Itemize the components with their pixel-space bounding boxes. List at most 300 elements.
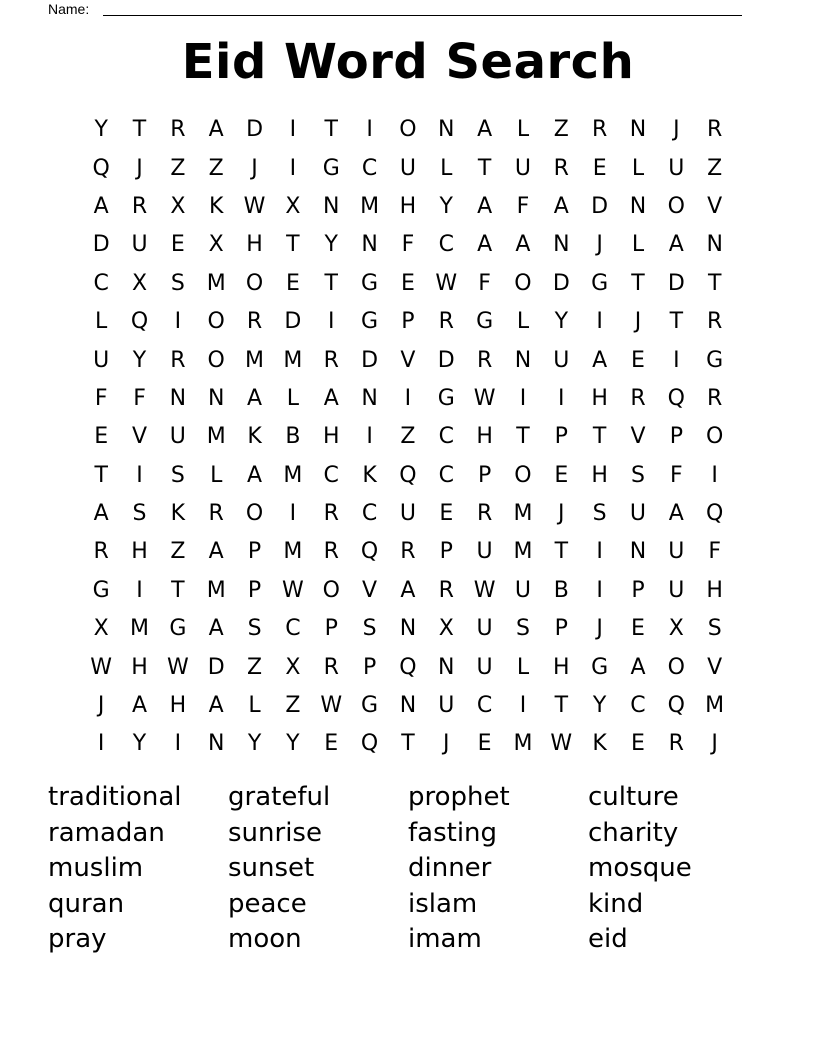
- word-list-item: peace: [228, 888, 307, 919]
- grid-letter: I: [673, 347, 680, 373]
- grid-letter: T: [477, 155, 492, 181]
- grid-row: [82, 341, 734, 379]
- grid-letter: C: [438, 462, 454, 488]
- grid-row: [82, 687, 734, 725]
- grid-letter: P: [554, 424, 568, 450]
- grid-letter: L: [286, 385, 300, 411]
- grid-letter: J: [711, 731, 718, 757]
- grid-letter: N: [514, 347, 532, 373]
- grid-letter: G: [591, 654, 609, 680]
- grid-letter: X: [93, 616, 109, 642]
- grid-letter: M: [206, 424, 226, 450]
- grid-letter: L: [95, 309, 108, 335]
- name-field: [48, 0, 742, 18]
- grid-letter: A: [592, 347, 608, 373]
- grid-letter: T: [324, 117, 338, 143]
- grid-letter: R: [553, 155, 569, 181]
- grid-letter: U: [476, 654, 493, 680]
- grid-letter: J: [673, 117, 680, 143]
- grid-letter: L: [440, 155, 453, 181]
- grid-letter: R: [707, 309, 723, 335]
- grid-letter: W: [435, 270, 458, 296]
- word-list-item: islam: [408, 888, 478, 919]
- grid-letter: D: [284, 309, 302, 335]
- grid-letter: B: [285, 424, 301, 450]
- grid-letter: J: [443, 731, 450, 757]
- grid-letter: U: [668, 155, 685, 181]
- grid-letter: V: [400, 347, 416, 373]
- grid-letter: C: [630, 693, 646, 719]
- grid-letter: A: [630, 654, 646, 680]
- grid-letter: K: [362, 462, 377, 488]
- grid-letter: G: [361, 693, 379, 719]
- grid-letter: F: [133, 385, 146, 411]
- grid-letter: R: [208, 501, 224, 527]
- grid-letter: A: [208, 539, 224, 565]
- grid-letter: Y: [592, 693, 607, 719]
- grid-letter: N: [207, 385, 225, 411]
- grid-letter: S: [631, 462, 645, 488]
- grid-letter: N: [361, 232, 378, 258]
- grid-letter: R: [323, 654, 339, 680]
- grid-letter: E: [439, 501, 454, 527]
- grid-letter: X: [285, 193, 301, 219]
- grid-letter: Y: [286, 731, 300, 757]
- grid-letter: C: [476, 693, 493, 719]
- grid-letter: H: [399, 193, 417, 219]
- grid-letter: J: [558, 501, 565, 527]
- grid-letter: M: [283, 462, 303, 488]
- grid-letter: A: [477, 117, 493, 143]
- grid-letter: C: [438, 424, 454, 450]
- grid-letter: N: [629, 193, 647, 219]
- grid-letter: O: [667, 193, 685, 219]
- grid-row: [82, 226, 734, 264]
- grid-letter: I: [366, 424, 373, 450]
- grid-letter: Z: [553, 117, 569, 143]
- grid-letter: J: [596, 616, 603, 642]
- grid-letter: P: [669, 424, 683, 450]
- page-title: Eid Word Search: [181, 34, 635, 90]
- grid-letter: M: [513, 501, 533, 527]
- grid-row: [82, 418, 734, 456]
- grid-letter: O: [667, 654, 685, 680]
- grid-letter: L: [516, 117, 530, 143]
- grid-letter: U: [668, 577, 685, 603]
- grid-letter: O: [245, 501, 264, 527]
- grid-letter: S: [170, 462, 185, 488]
- grid-letter: M: [705, 693, 725, 719]
- grid-letter: B: [553, 577, 569, 603]
- grid-letter: Y: [132, 347, 147, 373]
- grid-letter: H: [553, 654, 570, 680]
- grid-letter: C: [285, 616, 301, 642]
- grid-letter: N: [438, 654, 455, 680]
- grid-letter: Y: [554, 309, 569, 335]
- grid-letter: W: [550, 731, 573, 757]
- grid-letter: H: [131, 654, 148, 680]
- grid-letter: M: [283, 539, 303, 565]
- grid-letter: R: [707, 385, 723, 411]
- grid-row: [82, 725, 734, 763]
- grid-letter: X: [668, 616, 684, 642]
- grid-letter: D: [437, 347, 455, 373]
- grid-letter: H: [591, 385, 608, 411]
- grid-letter: N: [438, 117, 455, 143]
- word-list-item: pray: [48, 924, 107, 954]
- word-list-item: muslim: [48, 853, 144, 883]
- grid-letter: Q: [92, 155, 110, 181]
- grid-letter: X: [438, 616, 454, 642]
- grid-letter: O: [706, 424, 724, 450]
- grid-letter: W: [320, 693, 343, 719]
- name-label: Name:: [48, 1, 90, 17]
- grid-letter: E: [94, 424, 109, 450]
- grid-letter: G: [706, 347, 724, 373]
- grid-letter: V: [707, 193, 723, 219]
- grid-letter: O: [514, 462, 532, 488]
- grid-letter: M: [206, 270, 226, 296]
- grid-letter: W: [90, 654, 113, 680]
- grid-letter: D: [591, 193, 609, 219]
- grid-letter: Z: [707, 155, 723, 181]
- grid-letter: W: [243, 193, 266, 219]
- grid-letter: M: [130, 616, 149, 642]
- grid-letter: C: [438, 232, 454, 258]
- grid-letter: C: [361, 155, 378, 181]
- grid-letter: E: [631, 731, 645, 757]
- grid-letter: O: [207, 309, 225, 335]
- grid-row: [82, 188, 734, 226]
- grid-letter: E: [285, 270, 300, 296]
- grid-letter: V: [362, 577, 378, 603]
- word-list-item: eid: [588, 924, 628, 954]
- grid-letter: H: [131, 539, 148, 565]
- grid-row: [82, 265, 734, 303]
- grid-letter: I: [558, 385, 565, 411]
- grid-letter: M: [245, 347, 265, 373]
- grid-letter: C: [93, 270, 109, 296]
- grid-letter: Z: [285, 693, 301, 719]
- grid-letter: R: [630, 385, 646, 411]
- grid-letter: Q: [360, 539, 379, 565]
- grid-letter: E: [170, 232, 185, 258]
- grid-letter: U: [553, 347, 570, 373]
- grid-letter: U: [93, 347, 110, 373]
- grid-letter: P: [247, 577, 262, 603]
- grid-letter: P: [477, 462, 492, 488]
- grid-row: [82, 495, 734, 533]
- grid-letter: T: [401, 731, 415, 757]
- grid-letter: R: [707, 117, 723, 143]
- grid-letter: R: [591, 117, 608, 143]
- grid-letter: O: [207, 347, 225, 373]
- grid-letter: V: [630, 424, 646, 450]
- grid-row: [82, 572, 734, 610]
- grid-letter: G: [591, 270, 609, 296]
- grid-letter: L: [631, 155, 645, 181]
- grid-letter: S: [132, 501, 147, 527]
- word-list-item: kind: [588, 888, 644, 919]
- grid-row: [82, 648, 734, 686]
- grid-letter: E: [477, 731, 492, 757]
- grid-letter: R: [438, 577, 454, 603]
- grid-letter: I: [519, 693, 527, 719]
- grid-letter: I: [519, 385, 527, 411]
- grid-letter: U: [131, 232, 148, 258]
- grid-letter: A: [477, 232, 493, 258]
- grid-letter: Y: [94, 117, 108, 143]
- grid-letter: U: [438, 693, 455, 719]
- grid-letter: Y: [132, 731, 147, 757]
- grid-letter: U: [476, 616, 493, 642]
- grid-letter: R: [668, 731, 684, 757]
- grid-letter: W: [473, 577, 496, 603]
- grid-letter: Q: [360, 731, 379, 757]
- grid-letter: X: [285, 654, 301, 680]
- grid-letter: N: [169, 385, 187, 411]
- word-list-item: ramadan: [48, 817, 165, 848]
- grid-letter: G: [361, 309, 379, 335]
- grid-letter: R: [170, 117, 186, 143]
- grid-letter: A: [208, 616, 224, 642]
- grid-letter: R: [476, 347, 493, 373]
- grid-letter: M: [513, 539, 533, 565]
- grid-letter: K: [592, 731, 607, 757]
- grid-letter: I: [289, 501, 297, 527]
- grid-letter: P: [439, 539, 453, 565]
- grid-letter: Y: [247, 731, 262, 757]
- grid-letter: A: [208, 693, 224, 719]
- grid-row: [82, 303, 734, 341]
- grid-letter: U: [668, 539, 685, 565]
- grid-row: [82, 457, 734, 495]
- grid-letter: E: [400, 270, 415, 296]
- grid-letter: E: [592, 155, 607, 181]
- grid-letter: N: [706, 232, 723, 258]
- grid-letter: R: [323, 539, 339, 565]
- grid-letter: P: [401, 309, 415, 335]
- grid-letter: T: [669, 309, 684, 335]
- grid-letter: Z: [247, 654, 263, 680]
- grid-letter: C: [323, 462, 339, 488]
- grid-letter: R: [438, 309, 454, 335]
- grid-letter: I: [596, 539, 603, 565]
- grid-letter: N: [361, 385, 378, 411]
- grid-letter: T: [592, 424, 607, 450]
- grid-letter: H: [591, 462, 608, 488]
- grid-letter: U: [514, 577, 531, 603]
- grid-letter: I: [174, 309, 182, 335]
- grid-letter: A: [668, 232, 684, 258]
- grid-letter: T: [171, 577, 185, 603]
- grid-letter: G: [476, 309, 494, 335]
- grid-letter: Q: [130, 309, 149, 335]
- grid-letter: A: [208, 117, 224, 143]
- grid-letter: A: [323, 385, 339, 411]
- grid-letter: L: [248, 693, 261, 719]
- grid-letter: F: [670, 462, 683, 488]
- name-underline: [103, 15, 742, 16]
- word-list-item: prophet: [408, 782, 510, 812]
- grid-letter: L: [210, 462, 223, 488]
- grid-letter: S: [707, 616, 722, 642]
- grid-letter: S: [592, 501, 607, 527]
- grid-letter: Z: [208, 155, 224, 181]
- grid-letter: T: [516, 424, 530, 450]
- grid-letter: Q: [667, 385, 685, 411]
- grid-letter: J: [596, 232, 603, 258]
- word-list-item: imam: [408, 924, 482, 954]
- grid-letter: T: [554, 693, 569, 719]
- grid-letter: C: [361, 501, 378, 527]
- grid-letter: J: [97, 693, 105, 719]
- grid-letter: J: [634, 309, 642, 335]
- word-list-item: charity: [588, 817, 679, 848]
- grid-letter: I: [174, 731, 182, 757]
- grid-letter: K: [208, 193, 224, 219]
- grid-letter: D: [667, 270, 685, 296]
- word-list-item: mosque: [588, 853, 692, 883]
- grid-letter: O: [514, 270, 532, 296]
- grid-letter: D: [552, 270, 570, 296]
- grid-letter: I: [596, 309, 603, 335]
- grid-letter: L: [516, 654, 530, 680]
- grid-letter: H: [169, 693, 187, 719]
- grid-letter: W: [282, 577, 304, 603]
- grid-letter: A: [400, 577, 416, 603]
- grid-letter: E: [631, 347, 645, 373]
- grid-letter: V: [131, 424, 148, 450]
- grid-letter: M: [283, 347, 303, 373]
- grid-letter: E: [554, 462, 569, 488]
- grid-letter: F: [708, 539, 721, 565]
- grid-letter: T: [554, 539, 569, 565]
- word-list-item: dinner: [408, 853, 492, 883]
- grid-letter: L: [631, 232, 645, 258]
- grid-letter: U: [399, 155, 416, 181]
- grid-letter: M: [206, 577, 226, 603]
- letter-grid: [82, 111, 734, 764]
- grid-letter: P: [362, 654, 377, 680]
- grid-row: [82, 380, 734, 418]
- grid-letter: I: [136, 462, 143, 488]
- grid-letter: N: [553, 232, 570, 258]
- grid-letter: K: [247, 424, 262, 450]
- grid-letter: U: [629, 501, 647, 527]
- grid-letter: Q: [706, 501, 724, 527]
- grid-letter: P: [554, 616, 568, 642]
- grid-letter: N: [629, 117, 647, 143]
- grid-letter: Q: [667, 693, 685, 719]
- grid-letter: A: [668, 501, 684, 527]
- grid-letter: Q: [399, 654, 417, 680]
- grid-letter: N: [399, 693, 417, 719]
- word-list-item: culture: [588, 782, 679, 812]
- grid-letter: Z: [170, 539, 186, 565]
- grid-letter: F: [478, 270, 491, 296]
- grid-letter: N: [399, 616, 417, 642]
- grid-letter: X: [131, 270, 148, 296]
- word-list-item: sunrise: [228, 817, 322, 848]
- grid-letter: R: [323, 501, 339, 527]
- grid-letter: I: [404, 385, 412, 411]
- grid-letter: H: [476, 424, 493, 450]
- grid-letter: N: [207, 731, 225, 757]
- grid-letter: D: [246, 117, 264, 143]
- grid-letter: S: [170, 270, 185, 296]
- grid-letter: I: [366, 117, 373, 143]
- grid-letter: A: [93, 193, 109, 219]
- grid-letter: I: [97, 731, 105, 757]
- grid-letter: Z: [400, 424, 416, 450]
- grid-letter: H: [322, 424, 340, 450]
- grid-letter: N: [629, 539, 647, 565]
- grid-letter: I: [289, 117, 297, 143]
- grid-letter: N: [323, 193, 340, 219]
- grid-letter: G: [92, 577, 110, 603]
- grid-letter: R: [476, 501, 493, 527]
- grid-letter: O: [399, 117, 417, 143]
- grid-letter: G: [361, 270, 379, 296]
- word-list-item: fasting: [408, 817, 498, 848]
- grid-letter: H: [246, 232, 263, 258]
- grid-letter: R: [400, 539, 416, 565]
- grid-letter: K: [170, 501, 186, 527]
- grid-letter: U: [514, 155, 531, 181]
- grid-letter: A: [553, 193, 569, 219]
- grid-letter: O: [322, 577, 340, 603]
- grid-letter: I: [136, 577, 143, 603]
- grid-letter: W: [473, 385, 496, 411]
- grid-letter: E: [631, 616, 645, 642]
- grid-letter: S: [362, 616, 377, 642]
- grid-letter: O: [245, 270, 264, 296]
- grid-letter: A: [515, 232, 531, 258]
- grid-letter: U: [399, 501, 416, 527]
- grid-row: [82, 533, 734, 571]
- word-list-item: grateful: [228, 782, 331, 812]
- grid-letter: Z: [170, 155, 186, 181]
- grid-letter: R: [131, 193, 148, 219]
- grid-letter: Y: [324, 232, 338, 258]
- grid-letter: L: [516, 309, 530, 335]
- grid-letter: T: [631, 270, 645, 296]
- grid-letter: F: [94, 385, 108, 411]
- grid-letter: U: [169, 424, 186, 450]
- grid-letter: Y: [439, 193, 453, 219]
- grid-letter: R: [170, 347, 186, 373]
- grid-letter: R: [323, 347, 339, 373]
- grid-letter: J: [251, 155, 258, 181]
- grid-letter: T: [286, 232, 300, 258]
- grid-letter: I: [596, 577, 603, 603]
- grid-row: [82, 111, 734, 149]
- grid-letter: W: [166, 654, 189, 680]
- grid-letter: A: [247, 385, 263, 411]
- grid-letter: A: [247, 462, 263, 488]
- grid-letter: P: [247, 539, 262, 565]
- grid-letter: H: [706, 577, 723, 603]
- word-list-item: moon: [228, 924, 302, 954]
- grid-letter: X: [170, 193, 186, 219]
- grid-letter: U: [476, 539, 493, 565]
- grid-letter: A: [477, 193, 493, 219]
- grid-letter: I: [327, 309, 335, 335]
- grid-letter: T: [707, 270, 722, 296]
- word-list-item: sunset: [228, 853, 315, 883]
- grid-letter: D: [92, 232, 110, 258]
